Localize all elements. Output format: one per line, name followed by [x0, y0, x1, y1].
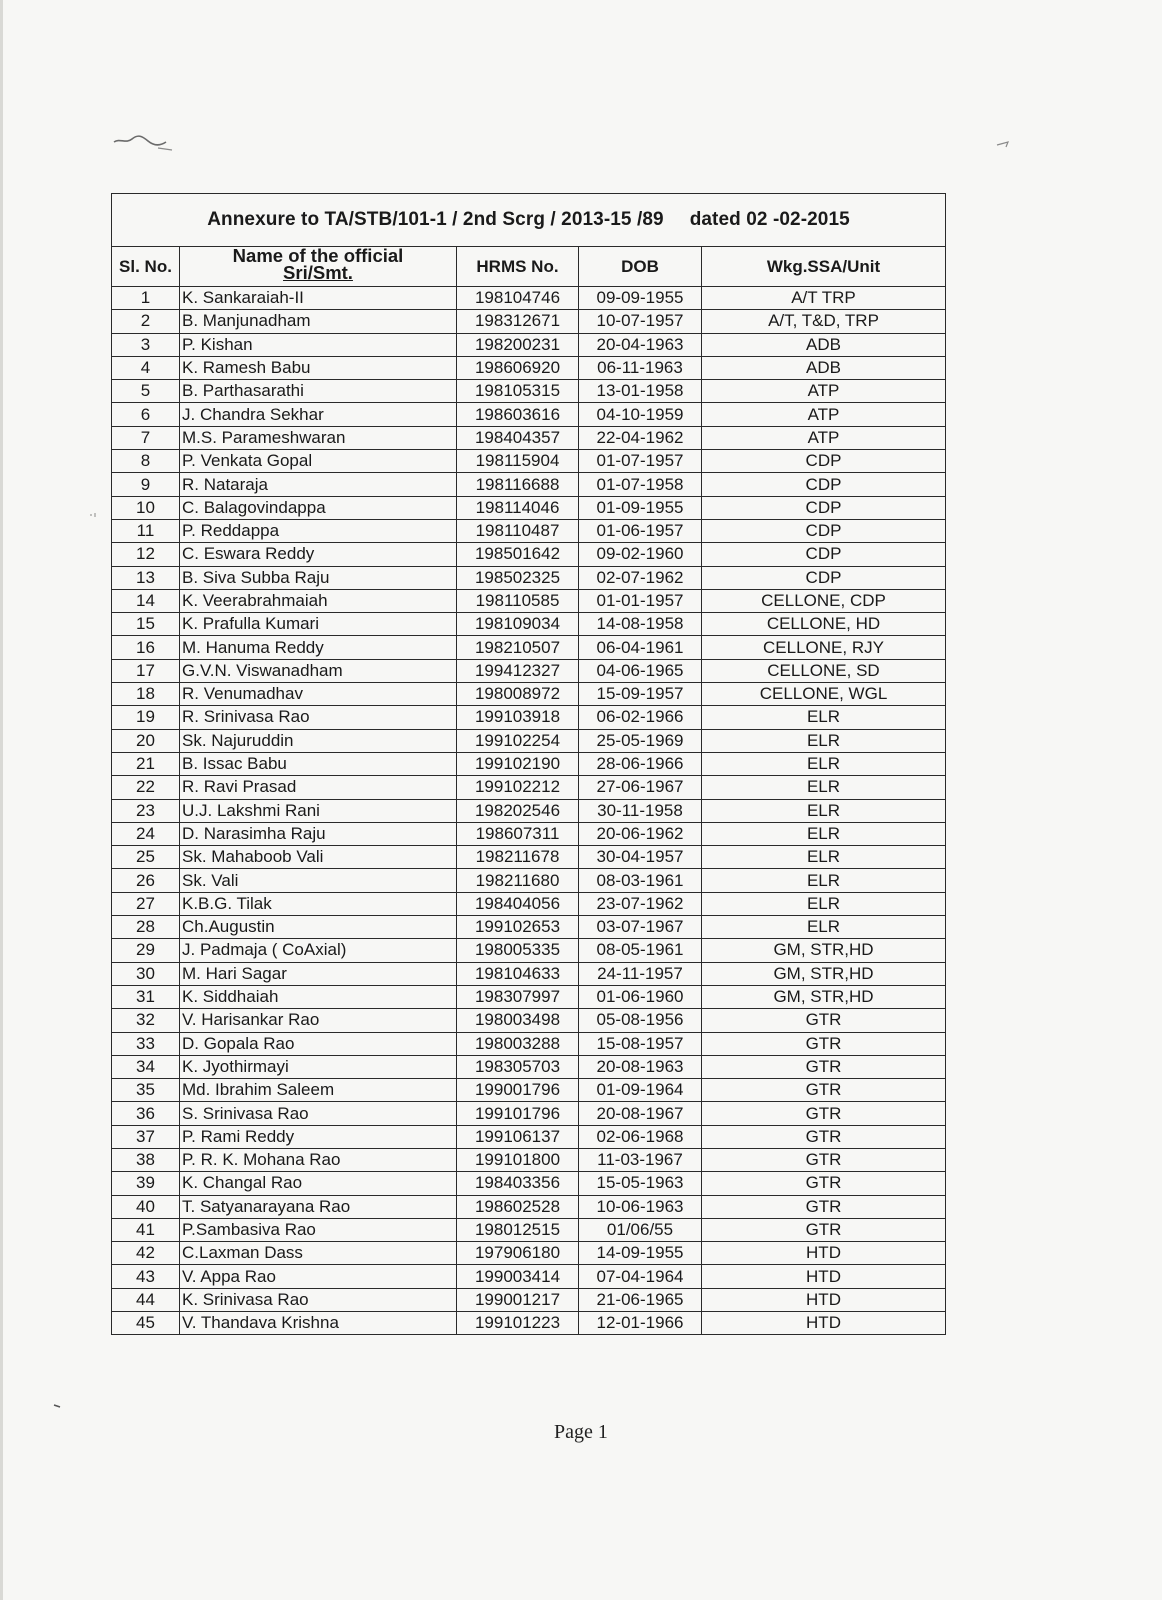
- cell-unit: HTD: [702, 1288, 946, 1311]
- cell-sl-no: 32: [112, 1009, 180, 1032]
- cell-dob: 01-07-1958: [579, 473, 702, 496]
- table-row: [112, 403, 946, 426]
- table-row: [112, 1032, 946, 1055]
- cell-sl-no: 12: [112, 543, 180, 566]
- cell-sl-no: 2: [112, 310, 180, 333]
- cell-sl-no: 40: [112, 1195, 180, 1218]
- cell-official-name: V. Harisankar Rao: [180, 1009, 457, 1032]
- table-row: [112, 356, 946, 379]
- cell-dob: 09-09-1955: [579, 287, 702, 310]
- table-row: [112, 519, 946, 542]
- annexure-title: [112, 194, 946, 247]
- cell-hrms-no: 198602528: [457, 1195, 579, 1218]
- cell-dob: 01-09-1955: [579, 496, 702, 519]
- cell-dob: 28-06-1966: [579, 752, 702, 775]
- cell-hrms-no: 198012515: [457, 1218, 579, 1241]
- cell-sl-no: 22: [112, 776, 180, 799]
- cell-dob: 01-06-1957: [579, 519, 702, 542]
- cell-dob: 15-08-1957: [579, 1032, 702, 1055]
- cell-unit: ELR: [702, 752, 946, 775]
- table-row: [112, 799, 946, 822]
- cell-dob: 20-06-1962: [579, 822, 702, 845]
- cell-hrms-no: 198116688: [457, 473, 579, 496]
- scan-page-edge: [0, 0, 3, 1600]
- cell-hrms-no: 198211678: [457, 846, 579, 869]
- cell-sl-no: 1: [112, 287, 180, 310]
- cell-dob: 15-09-1957: [579, 683, 702, 706]
- cell-dob: 01-07-1957: [579, 450, 702, 473]
- cell-sl-no: 11: [112, 519, 180, 542]
- table-row: [112, 683, 946, 706]
- cell-unit: ELR: [702, 892, 946, 915]
- table-row: [112, 589, 946, 612]
- table-row: [112, 496, 946, 519]
- cell-hrms-no: 198210507: [457, 636, 579, 659]
- table-row: [112, 450, 946, 473]
- cell-sl-no: 31: [112, 985, 180, 1008]
- cell-hrms-no: 198003288: [457, 1032, 579, 1055]
- table-row: [112, 659, 946, 682]
- cell-unit: CDP: [702, 519, 946, 542]
- cell-unit: HTD: [702, 1265, 946, 1288]
- table-row: [112, 1312, 946, 1335]
- cell-unit: A/T, T&D, TRP: [702, 310, 946, 333]
- table-row: [112, 1265, 946, 1288]
- table-row: [112, 706, 946, 729]
- cell-hrms-no: 199106137: [457, 1125, 579, 1148]
- cell-official-name: K. Srinivasa Rao: [180, 1288, 457, 1311]
- cell-official-name: K.B.G. Tilak: [180, 892, 457, 915]
- cell-official-name: S. Srinivasa Rao: [180, 1102, 457, 1125]
- cell-official-name: P.Sambasiva Rao: [180, 1218, 457, 1241]
- cell-dob: 10-06-1963: [579, 1195, 702, 1218]
- cell-dob: 30-04-1957: [579, 846, 702, 869]
- cell-dob: 06-11-1963: [579, 356, 702, 379]
- table-row: [112, 916, 946, 939]
- cell-sl-no: 41: [112, 1218, 180, 1241]
- cell-hrms-no: 198211680: [457, 869, 579, 892]
- table-row: [112, 1079, 946, 1102]
- cell-hrms-no: 198104633: [457, 962, 579, 985]
- table-row: [112, 1172, 946, 1195]
- cell-dob: 04-06-1965: [579, 659, 702, 682]
- cell-hrms-no: 198110487: [457, 519, 579, 542]
- cell-dob: 06-02-1966: [579, 706, 702, 729]
- cell-sl-no: 3: [112, 333, 180, 356]
- table-row: [112, 776, 946, 799]
- cell-official-name: B. Parthasarathi: [180, 380, 457, 403]
- cell-sl-no: 43: [112, 1265, 180, 1288]
- table-row: [112, 729, 946, 752]
- cell-hrms-no: 198312671: [457, 310, 579, 333]
- cell-dob: 01-09-1964: [579, 1079, 702, 1102]
- cell-unit: ATP: [702, 403, 946, 426]
- cell-hrms-no: 197906180: [457, 1242, 579, 1265]
- column-header-unit: Wkg.SSA/Unit: [702, 247, 946, 287]
- cell-unit: GTR: [702, 1148, 946, 1171]
- cell-unit: GTR: [702, 1172, 946, 1195]
- cell-official-name: Ch.Augustin: [180, 916, 457, 939]
- cell-unit: GM, STR,HD: [702, 985, 946, 1008]
- cell-official-name: Sk. Vali: [180, 869, 457, 892]
- pen-dot-left-margin-2: [88, 510, 100, 520]
- page-number: Page 1: [554, 1421, 608, 1443]
- cell-sl-no: 20: [112, 729, 180, 752]
- cell-hrms-no: 198202546: [457, 799, 579, 822]
- cell-official-name: K. Sankaraiah-II: [180, 287, 457, 310]
- cell-unit: CDP: [702, 496, 946, 519]
- cell-dob: 10-07-1957: [579, 310, 702, 333]
- cell-official-name: D. Narasimha Raju: [180, 822, 457, 845]
- cell-unit: CDP: [702, 566, 946, 589]
- table-row: [112, 636, 946, 659]
- cell-dob: 23-07-1962: [579, 892, 702, 915]
- table-row: [112, 892, 946, 915]
- cell-sl-no: 25: [112, 846, 180, 869]
- cell-sl-no: 21: [112, 752, 180, 775]
- cell-sl-no: 17: [112, 659, 180, 682]
- cell-official-name: M. Hanuma Reddy: [180, 636, 457, 659]
- cell-official-name: D. Gopala Rao: [180, 1032, 457, 1055]
- cell-sl-no: 38: [112, 1148, 180, 1171]
- cell-dob: 01-06-1960: [579, 985, 702, 1008]
- annexure-table: [111, 193, 946, 1335]
- column-header-hrms: HRMS No.: [457, 247, 579, 287]
- cell-official-name: T. Satyanarayana Rao: [180, 1195, 457, 1218]
- cell-sl-no: 16: [112, 636, 180, 659]
- cell-official-name: J. Chandra Sekhar: [180, 403, 457, 426]
- cell-official-name: V. Thandava Krishna: [180, 1312, 457, 1335]
- cell-sl-no: 30: [112, 962, 180, 985]
- table-row: [112, 962, 946, 985]
- cell-official-name: P. Kishan: [180, 333, 457, 356]
- cell-sl-no: 36: [112, 1102, 180, 1125]
- cell-dob: 14-09-1955: [579, 1242, 702, 1265]
- cell-unit: GTR: [702, 1102, 946, 1125]
- cell-unit: CELLONE, SD: [702, 659, 946, 682]
- column-header-name-line1: Name of the official: [232, 246, 404, 266]
- cell-dob: 24-11-1957: [579, 962, 702, 985]
- cell-unit: GTR: [702, 1032, 946, 1055]
- cell-official-name: Md. Ibrahim Saleem: [180, 1079, 457, 1102]
- cell-official-name: C.Laxman Dass: [180, 1242, 457, 1265]
- cell-official-name: B. Siva Subba Raju: [180, 566, 457, 589]
- cell-sl-no: 8: [112, 450, 180, 473]
- cell-dob: 02-07-1962: [579, 566, 702, 589]
- cell-hrms-no: 198404056: [457, 892, 579, 915]
- cell-unit: ELR: [702, 869, 946, 892]
- cell-unit: CELLONE, WGL: [702, 683, 946, 706]
- table-row: [112, 1055, 946, 1078]
- cell-unit: HTD: [702, 1242, 946, 1265]
- cell-official-name: P. R. K. Mohana Rao: [180, 1148, 457, 1171]
- table-row: [112, 426, 946, 449]
- cell-official-name: K. Ramesh Babu: [180, 356, 457, 379]
- column-header-dob: DOB: [579, 247, 702, 287]
- cell-unit: GTR: [702, 1195, 946, 1218]
- cell-unit: CDP: [702, 450, 946, 473]
- column-header-row: [112, 247, 946, 287]
- cell-official-name: K. Prafulla Kumari: [180, 613, 457, 636]
- cell-official-name: P. Reddappa: [180, 519, 457, 542]
- cell-hrms-no: 199102254: [457, 729, 579, 752]
- cell-dob: 13-01-1958: [579, 380, 702, 403]
- cell-unit: CELLONE, RJY: [702, 636, 946, 659]
- table-row: [112, 543, 946, 566]
- cell-hrms-no: 199102190: [457, 752, 579, 775]
- column-header-name: [180, 247, 457, 287]
- cell-dob: 14-08-1958: [579, 613, 702, 636]
- cell-sl-no: 23: [112, 799, 180, 822]
- cell-unit: HTD: [702, 1312, 946, 1335]
- cell-dob: 21-06-1965: [579, 1288, 702, 1311]
- cell-sl-no: 4: [112, 356, 180, 379]
- cell-sl-no: 24: [112, 822, 180, 845]
- pen-mark-top-right: [994, 136, 1014, 150]
- cell-unit: GTR: [702, 1125, 946, 1148]
- cell-unit: ADB: [702, 356, 946, 379]
- cell-hrms-no: 198404357: [457, 426, 579, 449]
- table-row: [112, 985, 946, 1008]
- cell-official-name: C. Balagovindappa: [180, 496, 457, 519]
- cell-official-name: G.V.N. Viswanadham: [180, 659, 457, 682]
- cell-hrms-no: 198110585: [457, 589, 579, 612]
- cell-unit: ELR: [702, 822, 946, 845]
- cell-sl-no: 27: [112, 892, 180, 915]
- cell-sl-no: 7: [112, 426, 180, 449]
- cell-unit: CELLONE, CDP: [702, 589, 946, 612]
- cell-sl-no: 34: [112, 1055, 180, 1078]
- cell-official-name: M.S. Parameshwaran: [180, 426, 457, 449]
- cell-official-name: U.J. Lakshmi Rani: [180, 799, 457, 822]
- cell-official-name: P. Venkata Gopal: [180, 450, 457, 473]
- cell-official-name: B. Manjunadham: [180, 310, 457, 333]
- table-row: [112, 869, 946, 892]
- cell-hrms-no: 199003414: [457, 1265, 579, 1288]
- cell-dob: 01-01-1957: [579, 589, 702, 612]
- cell-sl-no: 39: [112, 1172, 180, 1195]
- cell-dob: 20-04-1963: [579, 333, 702, 356]
- cell-hrms-no: 198104746: [457, 287, 579, 310]
- cell-dob: 03-07-1967: [579, 916, 702, 939]
- cell-unit: GTR: [702, 1055, 946, 1078]
- cell-official-name: R. Srinivasa Rao: [180, 706, 457, 729]
- table-row: [112, 822, 946, 845]
- cell-hrms-no: 199102212: [457, 776, 579, 799]
- cell-hrms-no: 198105315: [457, 380, 579, 403]
- cell-sl-no: 15: [112, 613, 180, 636]
- cell-dob: 08-03-1961: [579, 869, 702, 892]
- cell-hrms-no: 198502325: [457, 566, 579, 589]
- cell-unit: ELR: [702, 916, 946, 939]
- annexure-reference: Annexure to TA/STB/101-1 / 2nd Scrg / 2013-15 /89: [207, 209, 664, 230]
- cell-sl-no: 6: [112, 403, 180, 426]
- cell-official-name: B. Issac Babu: [180, 752, 457, 775]
- pen-dot-left-margin: [52, 1402, 64, 1410]
- cell-official-name: R. Ravi Prasad: [180, 776, 457, 799]
- cell-official-name: C. Eswara Reddy: [180, 543, 457, 566]
- cell-official-name: K. Siddhaiah: [180, 985, 457, 1008]
- table-row: [112, 1148, 946, 1171]
- cell-official-name: R. Venumadhav: [180, 683, 457, 706]
- cell-unit: CDP: [702, 543, 946, 566]
- cell-unit: CELLONE, HD: [702, 613, 946, 636]
- cell-hrms-no: 198501642: [457, 543, 579, 566]
- cell-hrms-no: 198115904: [457, 450, 579, 473]
- cell-hrms-no: 199001796: [457, 1079, 579, 1102]
- cell-dob: 30-11-1958: [579, 799, 702, 822]
- cell-unit: A/T TRP: [702, 287, 946, 310]
- cell-official-name: R. Nataraja: [180, 473, 457, 496]
- cell-sl-no: 14: [112, 589, 180, 612]
- table-row: [112, 1242, 946, 1265]
- table-row: [112, 333, 946, 356]
- cell-hrms-no: 198606920: [457, 356, 579, 379]
- cell-unit: GTR: [702, 1218, 946, 1241]
- cell-hrms-no: 199102653: [457, 916, 579, 939]
- cell-sl-no: 28: [112, 916, 180, 939]
- cell-dob: 20-08-1963: [579, 1055, 702, 1078]
- table-row: [112, 613, 946, 636]
- table-row: [112, 1125, 946, 1148]
- cell-unit: ELR: [702, 799, 946, 822]
- column-header-name-line2: Sri/Smt.: [283, 262, 353, 283]
- cell-official-name: J. Padmaja ( CoAxial): [180, 939, 457, 962]
- cell-dob: 08-05-1961: [579, 939, 702, 962]
- table-row: [112, 287, 946, 310]
- cell-unit: ADB: [702, 333, 946, 356]
- cell-dob: 09-02-1960: [579, 543, 702, 566]
- cell-sl-no: 44: [112, 1288, 180, 1311]
- table-row: [112, 566, 946, 589]
- title-row: [112, 194, 946, 247]
- cell-sl-no: 13: [112, 566, 180, 589]
- cell-official-name: K. Jyothirmayi: [180, 1055, 457, 1078]
- cell-unit: ELR: [702, 729, 946, 752]
- cell-dob: 20-08-1967: [579, 1102, 702, 1125]
- cell-unit: ATP: [702, 426, 946, 449]
- table-row: [112, 473, 946, 496]
- table-row: [112, 380, 946, 403]
- cell-official-name: K. Veerabrahmaiah: [180, 589, 457, 612]
- cell-hrms-no: 199101800: [457, 1148, 579, 1171]
- table-row: [112, 1218, 946, 1241]
- cell-hrms-no: 198305703: [457, 1055, 579, 1078]
- cell-unit: ATP: [702, 380, 946, 403]
- cell-sl-no: 18: [112, 683, 180, 706]
- cell-hrms-no: 199101223: [457, 1312, 579, 1335]
- cell-official-name: Sk. Najuruddin: [180, 729, 457, 752]
- cell-hrms-no: 198607311: [457, 822, 579, 845]
- table-row: [112, 1009, 946, 1032]
- cell-dob: 15-05-1963: [579, 1172, 702, 1195]
- cell-dob: 05-08-1956: [579, 1009, 702, 1032]
- cell-dob: 22-04-1962: [579, 426, 702, 449]
- cell-dob: 01/06/55: [579, 1218, 702, 1241]
- cell-sl-no: 33: [112, 1032, 180, 1055]
- cell-dob: 12-01-1966: [579, 1312, 702, 1335]
- cell-hrms-no: 198008972: [457, 683, 579, 706]
- column-header-sl: Sl. No.: [112, 247, 180, 287]
- cell-dob: 25-05-1969: [579, 729, 702, 752]
- table-row: [112, 1288, 946, 1311]
- cell-sl-no: 35: [112, 1079, 180, 1102]
- cell-dob: 06-04-1961: [579, 636, 702, 659]
- cell-hrms-no: 198109034: [457, 613, 579, 636]
- cell-official-name: P. Rami Reddy: [180, 1125, 457, 1148]
- cell-hrms-no: 198200231: [457, 333, 579, 356]
- table-row: [112, 310, 946, 333]
- cell-hrms-no: 198003498: [457, 1009, 579, 1032]
- cell-hrms-no: 199412327: [457, 659, 579, 682]
- cell-official-name: V. Appa Rao: [180, 1265, 457, 1288]
- cell-unit: GM, STR,HD: [702, 939, 946, 962]
- cell-hrms-no: 198403356: [457, 1172, 579, 1195]
- table-row: [112, 752, 946, 775]
- cell-unit: GTR: [702, 1079, 946, 1102]
- cell-unit: CDP: [702, 473, 946, 496]
- cell-unit: ELR: [702, 776, 946, 799]
- cell-official-name: K. Changal Rao: [180, 1172, 457, 1195]
- cell-unit: ELR: [702, 706, 946, 729]
- table-body: [112, 287, 946, 1335]
- cell-hrms-no: 199101796: [457, 1102, 579, 1125]
- cell-sl-no: 19: [112, 706, 180, 729]
- cell-sl-no: 45: [112, 1312, 180, 1335]
- cell-hrms-no: 198307997: [457, 985, 579, 1008]
- table-row: [112, 1102, 946, 1125]
- cell-sl-no: 42: [112, 1242, 180, 1265]
- cell-sl-no: 37: [112, 1125, 180, 1148]
- cell-sl-no: 5: [112, 380, 180, 403]
- cell-unit: ELR: [702, 846, 946, 869]
- cell-sl-no: 9: [112, 473, 180, 496]
- cell-unit: GM, STR,HD: [702, 962, 946, 985]
- cell-official-name: M. Hari Sagar: [180, 962, 457, 985]
- cell-hrms-no: 198114046: [457, 496, 579, 519]
- table-row: [112, 846, 946, 869]
- cell-dob: 04-10-1959: [579, 403, 702, 426]
- cell-hrms-no: 199001217: [457, 1288, 579, 1311]
- cell-hrms-no: 198005335: [457, 939, 579, 962]
- cell-sl-no: 26: [112, 869, 180, 892]
- cell-hrms-no: 199103918: [457, 706, 579, 729]
- cell-unit: GTR: [702, 1009, 946, 1032]
- cell-hrms-no: 198603616: [457, 403, 579, 426]
- pen-scribble-top-left: [112, 130, 182, 154]
- cell-dob: 11-03-1967: [579, 1148, 702, 1171]
- cell-official-name: Sk. Mahaboob Vali: [180, 846, 457, 869]
- cell-sl-no: 29: [112, 939, 180, 962]
- cell-sl-no: 10: [112, 496, 180, 519]
- table-row: [112, 939, 946, 962]
- cell-dob: 07-04-1964: [579, 1265, 702, 1288]
- annexure-date: dated 02 -02-2015: [689, 209, 850, 230]
- cell-dob: 02-06-1968: [579, 1125, 702, 1148]
- table-row: [112, 1195, 946, 1218]
- cell-dob: 27-06-1967: [579, 776, 702, 799]
